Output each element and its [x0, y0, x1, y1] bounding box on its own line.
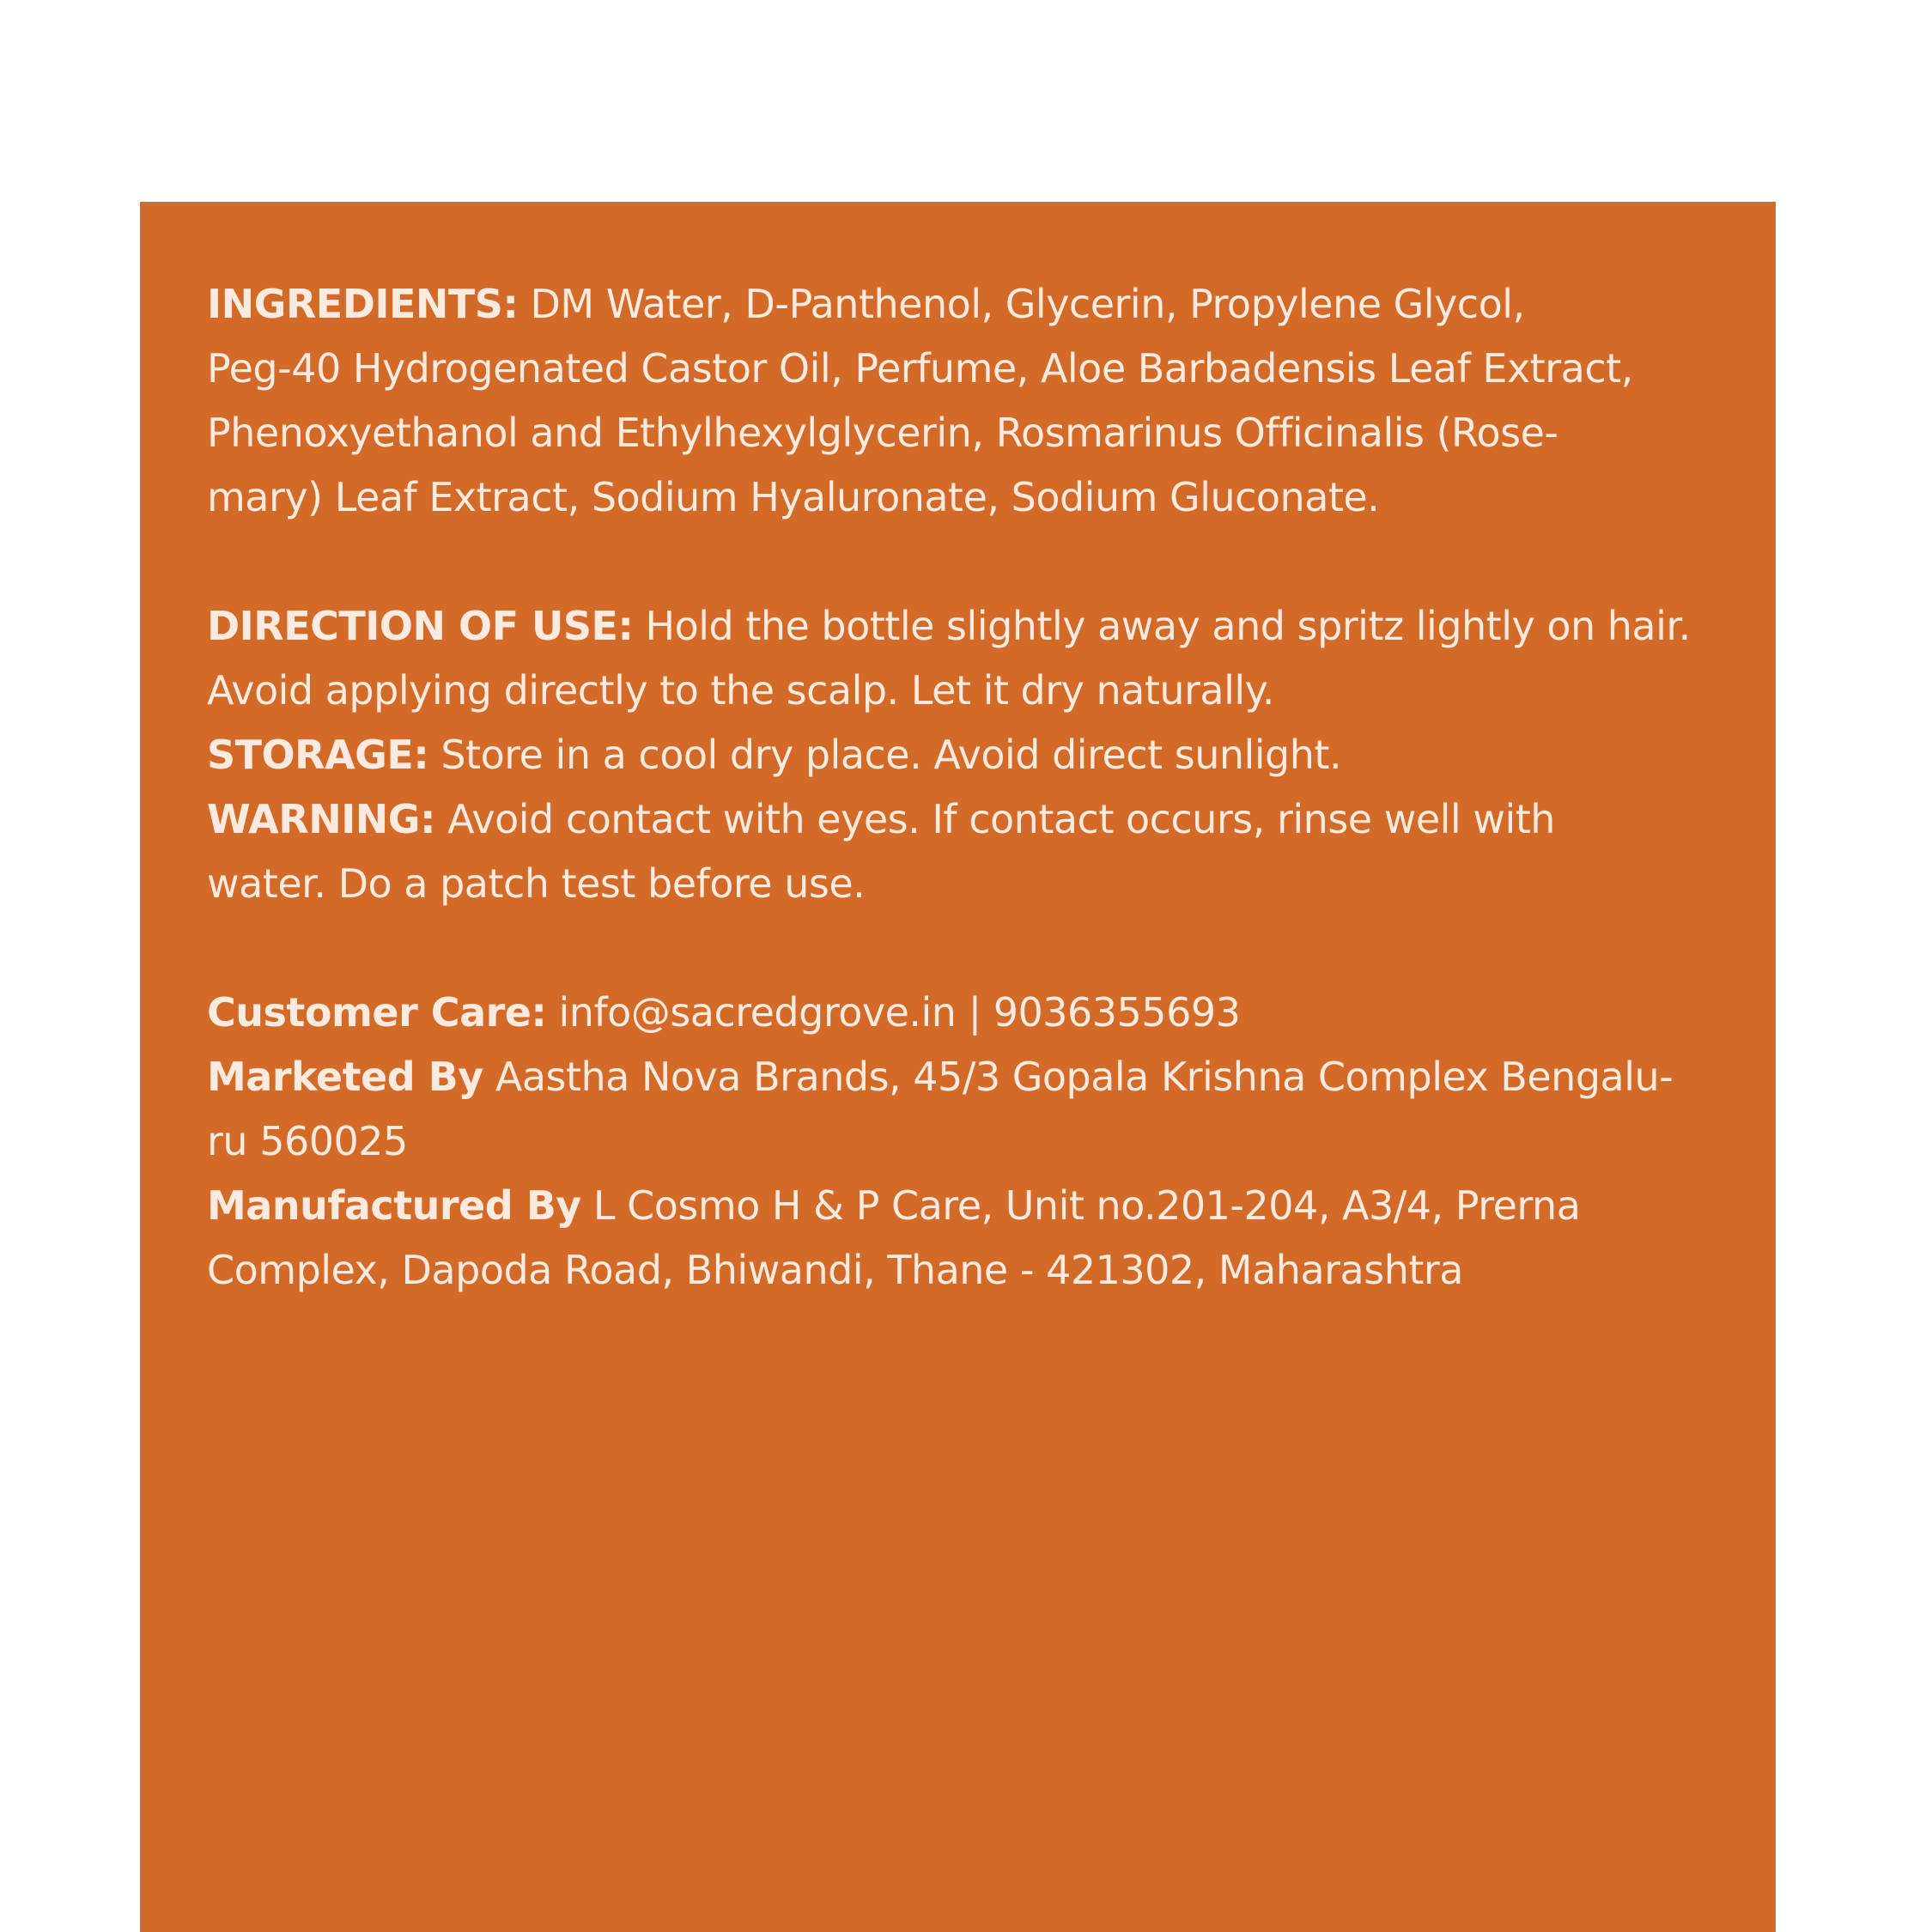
- direction-section: [207, 594, 1727, 723]
- direction-label: DIRECTION OF USE:: [207, 603, 634, 649]
- direction-text: Hold the bottle slightly away and spritz lightly on hair.: [633, 603, 1691, 649]
- ingredients-line-3: Phenoxyethanol and Ethylhexylglycerin, Rosmarinus Officinalis (Rose-: [207, 410, 1558, 456]
- customer-care-line: [207, 981, 1727, 1045]
- ingredients-line-4: mary) Leaf Extract, Sodium Hyaluronate, Sodium Gluconate.: [207, 474, 1380, 520]
- customer-care-text: info@sacredgrove.in | 9036355693: [546, 989, 1241, 1036]
- marketed-by-line-2: ru 560025: [207, 1118, 408, 1164]
- manufactured-by-section: [207, 1174, 1727, 1303]
- manufactured-by-label: Manufactured By: [207, 1182, 581, 1229]
- ingredients-section: [207, 272, 1727, 530]
- marketed-by-label: Marketed By: [207, 1054, 483, 1100]
- direction-line-1: [207, 594, 1727, 659]
- ingredients-text: DM Water, D-Panthenol, Glycerin, Propylene Glycol,: [518, 281, 1525, 327]
- ingredients-label: INGREDIENTS:: [207, 281, 519, 327]
- warning-section: [207, 787, 1727, 916]
- marketed-by-section: [207, 1045, 1727, 1174]
- marketed-by-line-1: [207, 1045, 1727, 1109]
- label-panel: [140, 202, 1776, 1932]
- marketed-by-text: Aastha Nova Brands, 45/3 Gopala Krishna Complex Bengalu-: [483, 1054, 1674, 1100]
- warning-line-1: [207, 787, 1727, 852]
- manufactured-by-line-2: Complex, Dapoda Road, Bhiwandi, Thane - 421302, Maharashtra: [207, 1247, 1463, 1293]
- ingredients-line-2: Peg-40 Hydrogenated Castor Oil, Perfume, Aloe Barbadensis Leaf Extract,: [207, 345, 1633, 392]
- storage-line: [207, 723, 1727, 787]
- manufactured-by-text: L Cosmo H & P Care, Unit no.201-204, A3/4, Prerna: [580, 1182, 1581, 1229]
- warning-line-2: water. Do a patch test before use.: [207, 860, 866, 907]
- customer-care-label: Customer Care:: [207, 989, 547, 1036]
- warning-label: WARNING:: [207, 796, 435, 842]
- storage-text: Store in a cool dry place. Avoid direct sunlight.: [428, 732, 1342, 778]
- warning-text: Avoid contact with eyes. If contact occurs, rinse well with: [434, 796, 1555, 842]
- section-spacer: [207, 530, 1727, 594]
- label-text: [207, 272, 1727, 1303]
- storage-section: [207, 723, 1727, 787]
- storage-label: STORAGE:: [207, 732, 429, 778]
- manufactured-by-line-1: [207, 1174, 1727, 1238]
- section-spacer: [207, 916, 1727, 981]
- direction-line-2: Avoid applying directly to the scalp. Let it dry naturally.: [207, 667, 1274, 714]
- customer-care-section: [207, 981, 1727, 1045]
- ingredients-line-1: [207, 272, 1727, 337]
